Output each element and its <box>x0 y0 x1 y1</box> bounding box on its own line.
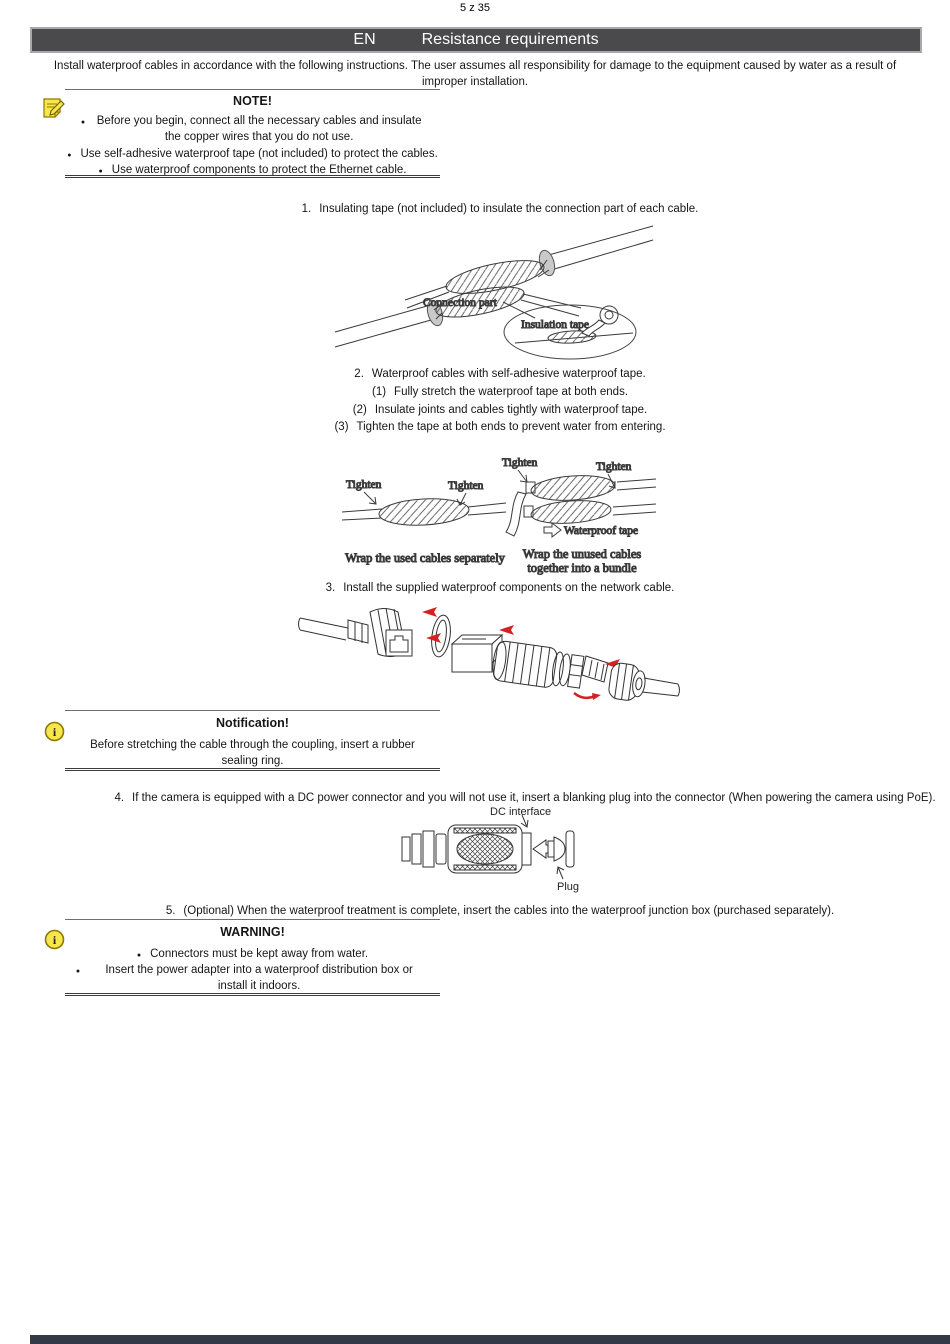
tighten-label: Tighten <box>346 479 382 491</box>
notification-bottom-rule <box>65 768 440 771</box>
tighten-label: Tighten <box>596 461 632 473</box>
step-3: 3. Install the supplied waterproof components on the network cable. <box>325 582 675 594</box>
tighten-label: Tighten <box>502 457 538 469</box>
diagram-insulation-tape <box>335 220 655 367</box>
label-plug: Plug <box>557 881 580 893</box>
note-bullet: ● Use self-adhesive waterproof tape (not included) to protect the cables. <box>65 146 440 164</box>
header-language: EN <box>353 31 376 48</box>
header-bar <box>30 27 922 53</box>
warning-bullet: ● Connectors must be kept away from water. <box>65 946 440 964</box>
info-icon <box>44 721 65 742</box>
step-4: 4. If the camera is equipped with a DC power connector and you will not use it, insert a blanking plug into the connector (When powering the camera using PoE). <box>114 792 936 804</box>
bullet-icon <box>76 962 80 994</box>
label-waterproof-tape: Waterproof tape <box>564 525 639 537</box>
red-arrow <box>422 607 437 617</box>
diagram-waterproof-components <box>298 596 702 715</box>
note-bullet: ● Use waterproof components to protect the Ethernet cable. <box>65 162 440 180</box>
notification-title: Notification! <box>216 716 289 730</box>
red-arrow <box>499 625 514 635</box>
red-arrow <box>426 633 441 643</box>
caption-wrap-unused-1: Wrap the unused cables <box>522 547 642 561</box>
caption-wrap-used: Wrap the used cables separately <box>345 551 505 565</box>
bullet-icon <box>81 113 85 145</box>
label-dc-interface: DC interface <box>490 806 552 818</box>
label-connection-part: Connection part <box>423 297 497 309</box>
step-1: 1. Insulating tape (not included) to insulate the connection part of each cable. <box>301 203 699 215</box>
warning-bottom-rule <box>65 993 440 996</box>
note-top-rule <box>65 89 440 90</box>
page-title: Resistance requirements <box>421 31 599 48</box>
svg-text:i: i <box>52 933 57 947</box>
step-2-sub-3: (3) Tighten the tape at both ends to prevent water from entering. <box>334 421 666 433</box>
svg-text:i: i <box>52 725 57 739</box>
step-2-sub-2: (2) Insulate joints and cables tightly with waterproof tape. <box>352 404 648 416</box>
tighten-label: Tighten <box>448 480 484 492</box>
step-2: 2. Waterproof cables with self-adhesive waterproof tape. <box>354 368 646 380</box>
warning-title: WARNING! <box>220 925 285 939</box>
footer-bar <box>30 1335 950 1344</box>
note-icon <box>42 96 65 119</box>
warning-bullet: ● Insert the power adapter into a waterproof distribution box or install it indoors. <box>65 962 440 994</box>
notification-top-rule <box>65 710 440 711</box>
intro-paragraph: Install waterproof cables in accordance with the following instructions. The user assumes all responsibility for damage to the equipment caused by water as a result of improper installation. <box>53 60 897 88</box>
page-number: 5 z 35 <box>460 2 490 14</box>
label-insulation-tape: Insulation tape <box>521 319 590 331</box>
info-icon <box>44 929 65 950</box>
diagram-dc-plug <box>400 819 580 884</box>
step-5: 5. (Optional) When the waterproof treatment is complete, insert the cables into the waterproof junction box (purchased separately). <box>165 905 835 917</box>
notification-text: Before stretching the cable through the coupling, insert a rubber sealing ring. <box>90 739 415 767</box>
red-arrow <box>592 693 601 700</box>
step-2-sub-1: (1) Fully stretch the waterproof tape at both ends. <box>371 386 629 398</box>
warning-top-rule <box>65 919 440 920</box>
note-title: NOTE! <box>233 94 272 108</box>
diagram-tighten-wraps <box>330 452 660 583</box>
caption-wrap-unused-2: together into a bundle <box>527 561 637 575</box>
note-bottom-rule <box>65 175 440 178</box>
note-bullet: ● Before you begin, connect all the necessary cables and insulate the copper wires that you do not use. <box>65 113 440 145</box>
